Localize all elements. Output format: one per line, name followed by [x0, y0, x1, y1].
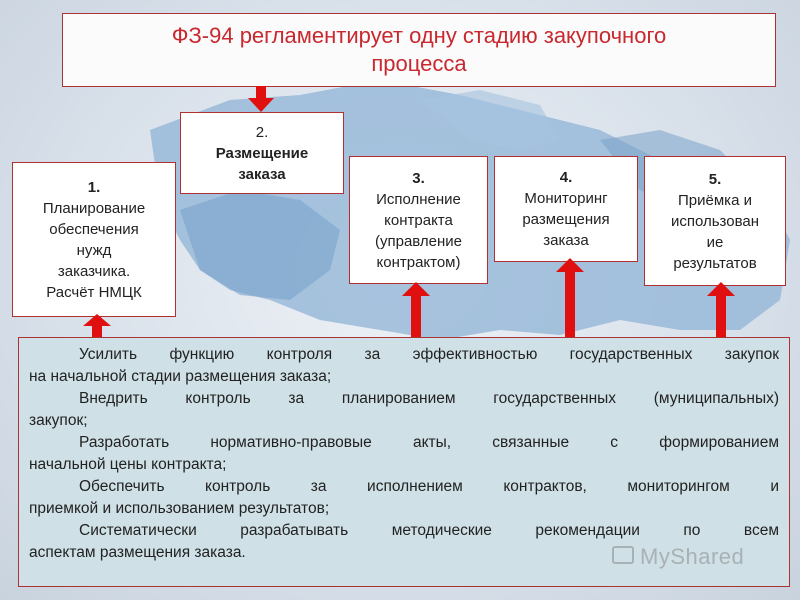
step-3-number: 3. — [412, 169, 425, 187]
step-5-line-2: использован — [670, 212, 760, 230]
measure-item — [29, 388, 779, 432]
step-1-line-5: Расчёт НМЦК — [46, 283, 142, 301]
step-2-box — [180, 112, 344, 194]
step-5-line-3: ие — [706, 233, 724, 251]
measure-3-rest: начальной цены контракта; — [29, 456, 227, 473]
step-1-line-1: Планирование — [42, 199, 146, 217]
measure-1-rest: на начальной стадии размещения заказа; — [29, 368, 332, 385]
measure-item — [29, 344, 779, 388]
step-1-box — [12, 162, 176, 317]
measure-5-first-line: Систематически разрабатывать методические рекомендации по всем — [79, 522, 779, 539]
measure-item — [29, 476, 779, 520]
arrow-up-icon — [402, 282, 430, 338]
measure-5-rest: аспектам размещения заказа. — [29, 544, 246, 561]
measure-2-first-line: Внедрить контроль за планированием государственных (муниципальных) — [79, 390, 779, 407]
step-4-box — [494, 156, 638, 262]
step-3-line-1: Исполнение — [376, 190, 461, 208]
step-3-box — [349, 156, 488, 284]
measure-item — [29, 432, 779, 476]
step-2-number: 2. — [255, 123, 269, 141]
step-1-number: 1. — [87, 178, 101, 196]
step-2-line-1: Размещение — [215, 144, 309, 162]
step-4-line-1: Мониторинг — [524, 190, 608, 207]
title-box — [62, 13, 776, 87]
watermark-cart-icon — [612, 546, 634, 564]
arrow-up-icon — [83, 314, 111, 338]
arrow-up-icon — [556, 258, 584, 338]
step-5-line-4: результатов — [673, 254, 757, 272]
step-5-line-1: Приёмка и — [678, 191, 752, 209]
measure-3-first-line: Разработать нормативно-правовые акты, связанные с формированием — [79, 434, 779, 451]
step-3-line-3: (управление — [374, 232, 463, 250]
step-2-line-2: заказа — [238, 165, 286, 183]
measure-4-rest: приемкой и использованием результатов; — [29, 500, 330, 517]
measure-2-rest: закупок; — [29, 412, 88, 429]
step-5-number: 5. — [708, 170, 722, 188]
arrow-down-icon — [248, 86, 274, 112]
title-line-1: ФЗ-94 регламентирует одну стадию закупочного — [171, 23, 667, 48]
step-3-line-2: контракта — [384, 211, 453, 229]
step-1-line-2: обеспечения — [49, 220, 139, 238]
step-1-line-4: заказчика. — [57, 262, 131, 280]
arrow-up-icon — [707, 282, 735, 338]
measure-1-first-line: Усилить функцию контроля за эффективностью государственных закупок — [79, 346, 779, 363]
watermark-text: MyShared — [640, 544, 745, 569]
step-4-line-2: размещения — [522, 211, 610, 228]
measure-4-first-line: Обеспечить контроль за исполнением контрактов, мониторингом и — [79, 478, 779, 495]
step-4-line-3: заказа — [543, 232, 589, 249]
step-1-line-3: нужд — [76, 241, 112, 259]
title-line-2: процесса — [371, 51, 467, 76]
step-5-box — [644, 156, 786, 286]
step-4-number: 4. — [559, 169, 573, 186]
step-3-line-4: контрактом) — [376, 253, 461, 271]
